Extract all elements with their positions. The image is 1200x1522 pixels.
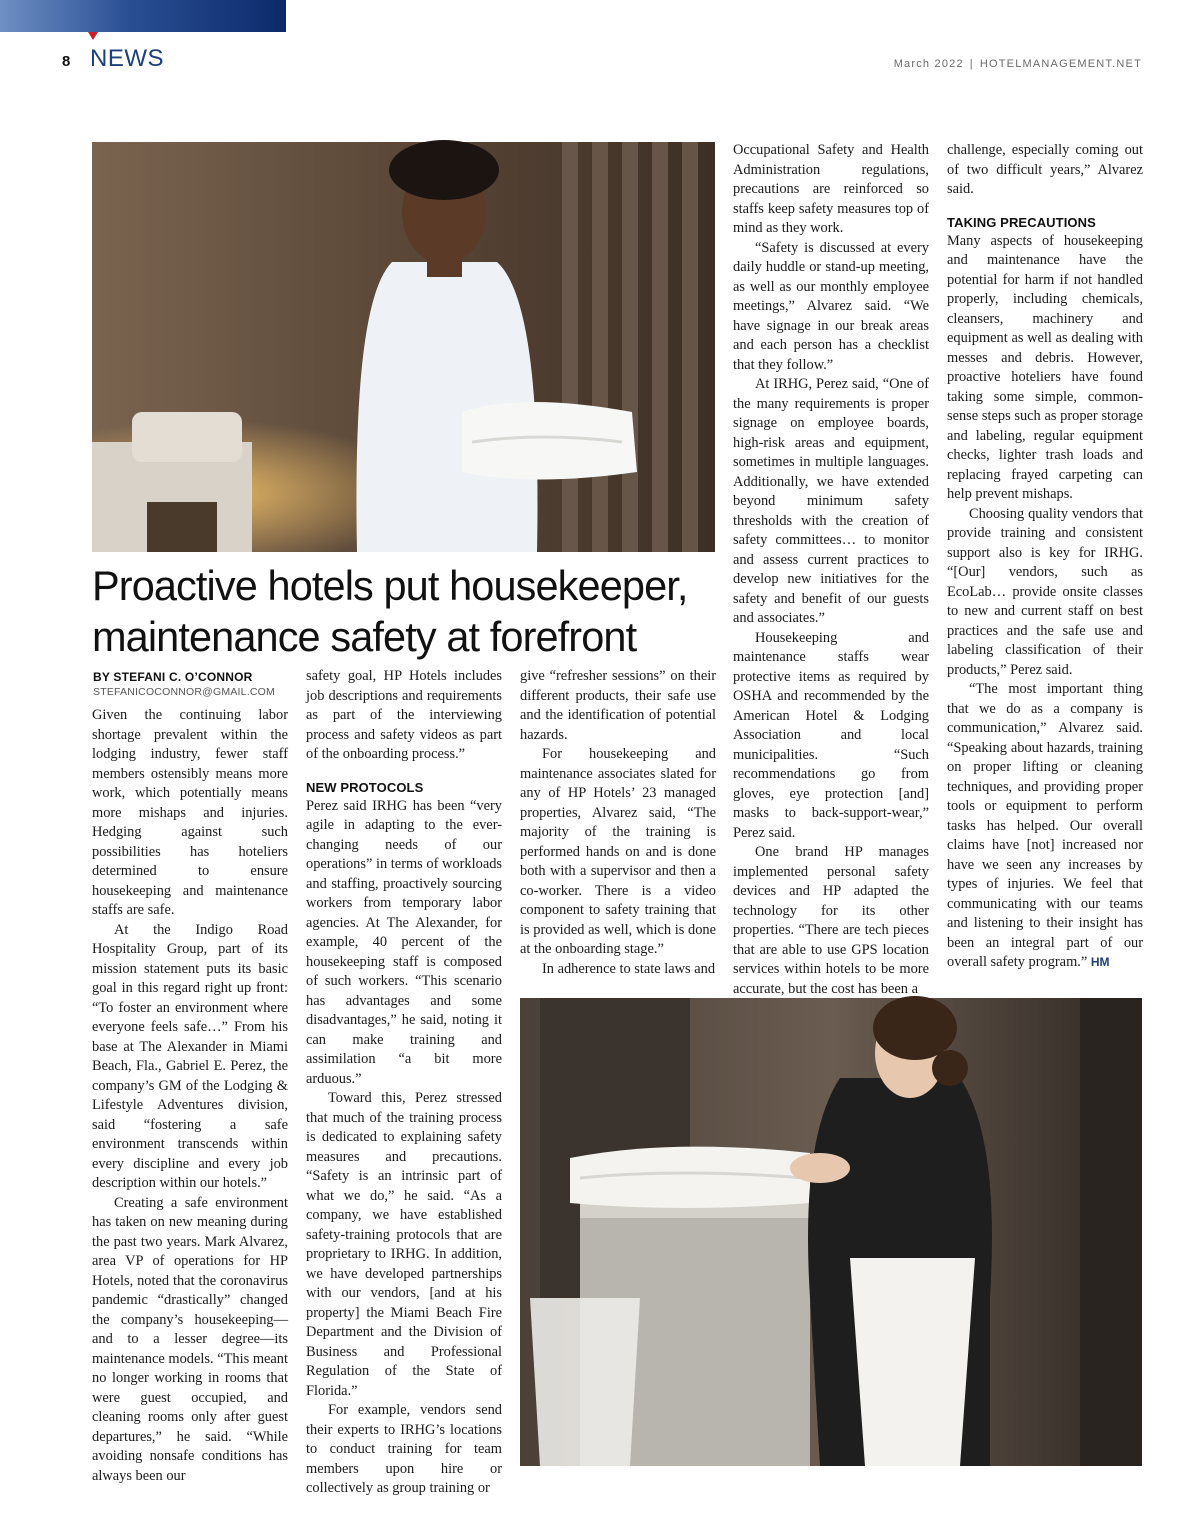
closing-paragraph-text: “The most important thing that we do as a company is communication,” Alvarez said. “Speaking about hazards, training on proper lifting or cleaning techniques, and providing proper tools or equipment to perform tasks has helped. Our overall claims have [not] increased nor have we seen any increases by types of injuries. We feel that communicating with our teams and listening to their insight has been an integral part of our overall safety program.” [947,681,1143,970]
article-headline: Proactive hotels put housekeeper, maintenance safety at forefront [92,562,688,660]
article-column-4 [733,141,929,997]
meta-separator: | [969,58,974,70]
paragraph: Many aspects of housekeeping and maintenance have the potential for harm if not handled properly, including chemicals, cleansers, machinery and equipment as well as dealing with messes and debris. However, proactive hoteliers have found taking some simple, common-sense steps such as proper storage and labeling, regular equipment checks, lighter trash loads and replacing frayed carpeting can help prevent mishaps. [947,232,1143,502]
author-email[interactable]: STEFANICOCONNOR@GMAIL.COM [93,686,275,698]
paragraph: Toward this, Perez stressed that much of the training process is dedicated to explaining safety measures and precautions. “Safety is an intrinsic part of what we do,” he said. “As a company, we have established safety-training protocols that are proprietary to IRHG. In addition, we have developed partnerships with our vendors, [and at his property] the Miami Beach Fire Department and the Division of Business and Professional Regulation of the State of Florida.” [306,1090,502,1399]
paragraph [947,680,1143,973]
site-url[interactable]: HOTELMANAGEMENT.NET [979,58,1142,70]
end-mark: HM [1090,955,1110,969]
subhead-new-protocols: NEW PROTOCOLS [306,779,424,795]
paragraph: One brand HP manages implemented personal safety devices and HP adapted the technology for its other properties. “There are tech pieces that are able to use GPS location services within hotels to be more accurate, but the cost has been a [733,844,929,997]
paragraph: Creating a safe environment has taken on new meaning during the past two years. Mark Alvarez, area VP of operations for HP Hotels, noted that the coronavirus pandemic “drastically” changed the company’s housekeeping—and to a lesser degree—its maintenance models. “This meant no longer working in rooms that were guest occupied, and cleaning rooms only after guest departures,” he said. “While avoiding nonsafe conditions has always been our [92,1194,288,1484]
paragraph: safety goal, HP Hotels includes job descriptions and requirements as part of the interviewing process and safety videos as part of the onboarding process.” [306,668,502,762]
paragraph: For example, vendors send their experts to IRHG’s locations to conduct training for team members upon hire or collectively as group training or [306,1402,502,1496]
section-label: NEWS [90,45,164,72]
paragraph: Perez said IRHG has been “very agile in adapting to the ever-changing needs of our operations” in terms of workloads and staffing, proactively sourcing workers from temporary labor agencies. At The Alexander, for example, 40 percent of the housekeeping staff is composed of such workers. “This scenario has advantages and some disadvantages,” he said, noting it can make training and assimilation “a bit more arduous.” [306,797,502,1087]
page-number: 8 [62,53,71,70]
paragraph: Housekeeping and maintenance staffs wear protective items as required by OSHA and recommended by the American Hotel & Lodging Association and local municipalities. “Such recommendations go from gloves, eye protection [and] masks to back-support-wear,” Perez said. [733,629,929,841]
paragraph: For housekeeping and maintenance associates slated for any of HP Hotels’ 23 managed properties, Alvarez said, “The majority of the training is performed hands on and is done both with a supervisor and then a co-worker. There is a video component to safety training that is provided as well, which is done at the onboarding stage.” [520,746,716,957]
header-marker [88,32,98,40]
article-column-2 [306,667,502,1496]
byline [93,670,293,698]
paragraph: “Safety is discussed at every daily huddle or stand-up meeting, as well as our monthly employee meetings,” Alvarez said. “We have signage in our break areas and each person has a checklist that they follow.” [733,239,929,373]
issue-meta [894,58,1142,70]
article-column-5 [947,141,1143,987]
paragraph: At the Indigo Road Hospitality Group, part of its mission statement puts its basic goal in this regard right up front: “To foster an environment where everyone feels safe…” From his base at The Alexander in Miami Beach, Fla., Gabriel E. Perez, the company’s GM of the Lodging & Lifestyle Adventures division, said “fostering a safe environment transcends within every discipline and every job description within our hotels.” [92,921,288,1191]
header-color-bar [0,0,286,32]
maid-cart-photo [520,998,1142,1466]
paragraph: give “refresher sessions” on their different products, their safe use and the identification of potential hazards. [520,668,716,743]
paragraph: Given the continuing labor shortage prevalent within the lodging industry, fewer staff members ostensibly means more work, which potentially means more mishaps and injuries. Hedging against such possibilities has hoteliers determined to ensure housekeeping and maintenance staffs are safe. [92,707,288,918]
paragraph: Choosing quality vendors that provide training and consistent support also is key for IRHG. “[Our] vendors, such as EcoLab… provide onsite classes to new and current staff on best practices and the safe use and labeling classification of their products,” Perez said. [947,505,1143,678]
paragraph: Occupational Safety and Health Administration regulations, precautions are reinforced so staffs keep safety measures top of mind as they work. [733,142,929,236]
paragraph: At IRHG, Perez said, “One of the many requirements is proper signage on employee boards, high-risk areas and equipment, sometimes in multiple languages. Additionally, we have extended beyond minimum safety thresholds with the creation of safety committees… to monitor and assess current practices to develop new initiatives for the safety and benefit of our guests and associates.” [733,376,929,626]
paragraph: challenge, especially coming out of two difficult years,” Alvarez said. [947,142,1143,197]
article-column-1 [92,706,288,1484]
housekeeper-photo [92,142,715,552]
article-column-3 [520,667,716,987]
author-name: BY STEFANI C. O’CONNOR [93,670,253,684]
issue-date: March 2022 [893,58,964,70]
paragraph: In adherence to state laws and [542,960,716,977]
subhead-taking-precautions: TAKING PRECAUTIONS [947,214,1096,230]
